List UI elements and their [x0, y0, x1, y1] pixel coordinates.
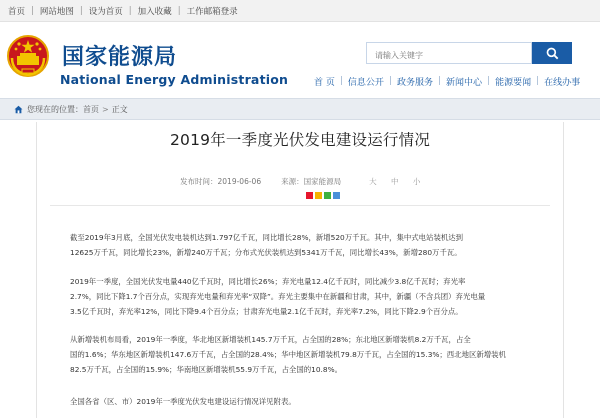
top-utility-bar: [0, 0, 600, 22]
top-link-home[interactable]: 首页: [8, 7, 26, 17]
article-paragraph: [70, 332, 544, 377]
nav-divider: |: [536, 76, 540, 86]
site-name-en[interactable]: National Energy Administration: [60, 72, 289, 87]
national-emblem-icon: [6, 34, 50, 78]
nav-item-home[interactable]: 首 页: [314, 77, 335, 88]
breadcrumb-prefix: 您现在的位置：: [27, 104, 83, 114]
article-meta: [180, 176, 426, 187]
search-box: [366, 42, 532, 64]
paragraph-line: 2.7%，同比下降1.7个百分点，实现弃光电量和弃光率“双降”。弃光主要集中在新疆和甘肃，其中，新疆（不含兵团）弃光电量: [70, 292, 486, 301]
search-input[interactable]: [367, 46, 531, 66]
paragraph-line: 截至2019年3月底，全国光伏发电装机达到1.797亿千瓦，同比增长28%，新增520万千瓦。其中，集中式电站装机达到: [70, 233, 464, 242]
separator: |: [128, 6, 132, 16]
nav-divider: |: [388, 76, 392, 86]
paragraph-line: 2019年一季度，全国光伏发电量440亿千瓦时，同比增长26%；弃光电量12.4亿千瓦时，同比减少3.8亿千瓦时；弃光率: [70, 277, 466, 286]
paragraph-line: 全国各省（区、市）2019年一季度光伏发电建设运行情况详见附表。: [70, 397, 296, 406]
publish-time: 发布时间：2019-06-06: [180, 177, 262, 186]
breadcrumb-home-link[interactable]: 首页: [83, 104, 99, 114]
share-wechat-icon[interactable]: [324, 192, 331, 199]
paragraph-line: 82.5万千瓦，占全国的15.9%；华南地区新增装机55.9万千瓦，占全国的10.8%。: [70, 365, 343, 374]
article-paragraph: [70, 394, 544, 409]
article-paragraph: [70, 230, 544, 260]
breadcrumb: [0, 98, 600, 120]
top-link-set-homepage[interactable]: 设为首页: [88, 7, 123, 17]
top-link-work-email[interactable]: 工作邮箱登录: [186, 7, 238, 17]
main-nav: [314, 74, 580, 88]
paragraph-line: 国的1.6%；华东地区新增装机147.6万千瓦，占全国的28.4%；华中地区新增装机79.8万千瓦，占全国的15.3%；西北地区新增装机: [70, 350, 506, 359]
share-qzone-icon[interactable]: [315, 192, 322, 199]
article-source: 来源：国家能源局: [281, 177, 342, 186]
nav-divider: |: [339, 76, 343, 86]
article-title: 2019年一季度光伏发电建设运行情况: [169, 131, 431, 149]
search-icon: [546, 47, 559, 60]
separator: |: [79, 6, 83, 16]
paragraph-line: 12625万千瓦，同比增长23%，新增240万千瓦；分布式光伏装机达到5341万千瓦，同比增长43%，新增280万千瓦。: [70, 248, 462, 257]
paragraph-line: 3.5亿千瓦时，弃光率12%，同比下降9.4个百分点；甘肃弃光电量2.1亿千瓦时，弃光率7.2%，同比下降2.9个百分点。: [70, 307, 463, 316]
top-links: [8, 0, 238, 22]
nav-item-info-disclosure[interactable]: 信息公开: [347, 77, 384, 88]
breadcrumb-current: 正文: [111, 104, 128, 114]
paragraph-line: 从新增装机布局看，2019年一季度，华北地区新增装机145.7万千瓦，占全国的28%；东北地区新增装机8.2万千瓦，占全: [70, 335, 471, 344]
font-size-switcher[interactable]: 大 中 小: [369, 177, 427, 186]
nav-item-gov-service[interactable]: 政务服务: [396, 77, 433, 88]
top-link-sitemap[interactable]: 网站地图: [39, 7, 74, 17]
nav-item-energy-news[interactable]: 能源要闻: [495, 77, 532, 88]
share-more-icon[interactable]: [333, 192, 340, 199]
search-button[interactable]: [532, 42, 572, 64]
share-bar: [306, 192, 342, 199]
separator: |: [31, 6, 34, 16]
site-name-cn[interactable]: 国家能源局: [62, 45, 178, 70]
top-link-add-favorite[interactable]: 加入收藏: [137, 7, 172, 17]
nav-divider: |: [438, 76, 442, 86]
breadcrumb-separator: >: [102, 104, 109, 114]
share-weibo-icon[interactable]: [306, 192, 313, 199]
nav-item-news-center[interactable]: 新闻中心: [446, 77, 483, 88]
nav-item-online-service[interactable]: 在线办事: [544, 77, 581, 88]
article-divider: [50, 205, 550, 206]
article-paragraph: [70, 274, 544, 319]
separator: |: [177, 6, 181, 16]
nav-divider: |: [487, 76, 491, 86]
home-icon: [14, 105, 23, 114]
